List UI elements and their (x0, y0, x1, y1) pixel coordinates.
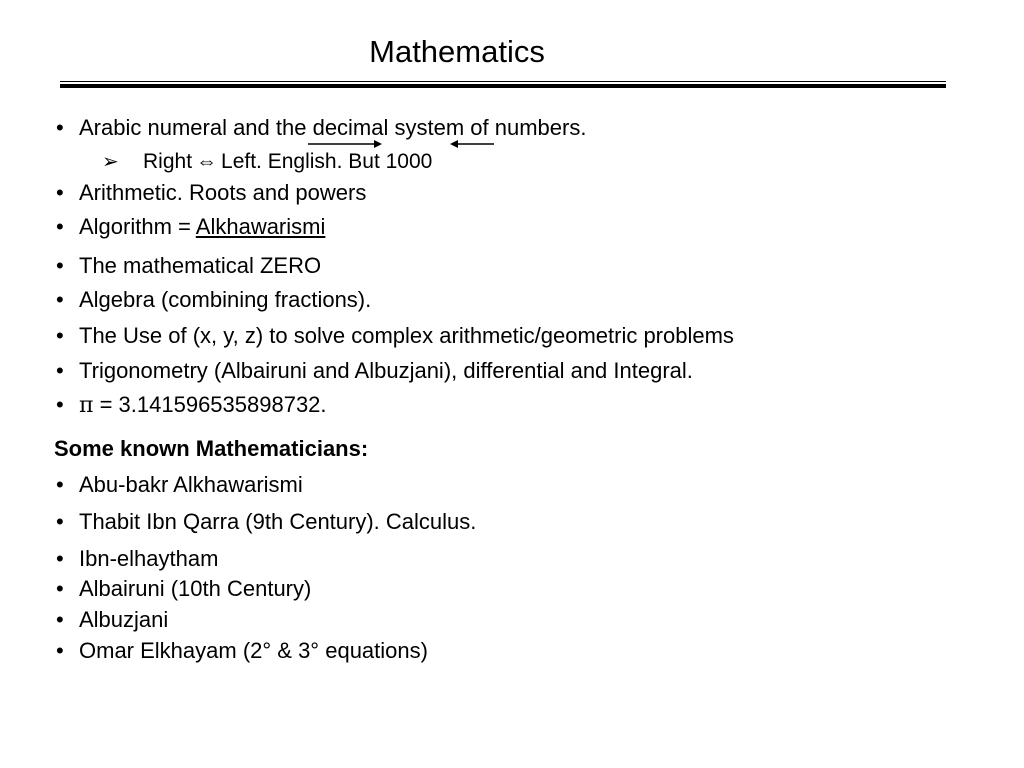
list-item (56, 357, 693, 385)
bullet: • (56, 638, 64, 663)
bullet: • (56, 392, 64, 417)
sub-item-right: Right (143, 150, 193, 173)
list-item (56, 508, 476, 536)
bullet: • (56, 214, 64, 239)
list-item (56, 114, 586, 142)
mathematician-name: Abu-bakr Alkhawarismi (79, 472, 303, 497)
list-item-text: The mathematical ZERO (79, 253, 322, 278)
bullet: • (56, 607, 64, 632)
bullet: • (56, 472, 64, 497)
list-item-text: Algebra (combining fractions). (79, 287, 372, 312)
bullet: • (56, 115, 64, 140)
bullet: • (56, 546, 64, 571)
list-item (56, 606, 168, 634)
list-item (56, 213, 325, 241)
sub-item-rest: Left. English. But 1000 (221, 150, 433, 173)
list-item-text: Algorithm = (79, 214, 196, 239)
list-item (56, 252, 321, 280)
list-item (56, 637, 428, 665)
list-item-text: Arabic numeral and the decimal system of numbers. (79, 115, 587, 140)
bullet: • (56, 180, 64, 205)
mathematician-name: Omar Elkhayam (2° & 3° equations) (79, 638, 428, 663)
mathematician-name: Ibn-elhaytham (79, 546, 219, 571)
bullet: • (56, 323, 64, 348)
mathematicians-heading: Some known Mathematicians: (54, 436, 369, 461)
list-item-text: Arithmetic. Roots and powers (79, 180, 367, 205)
mathematician-name: Thabit Ibn Qarra (9th Century). Calculus. (79, 509, 477, 534)
bullet: • (56, 287, 64, 312)
list-item-text: Trigonometry (Albairuni and Albuzjani), differential and Integral. (79, 358, 693, 383)
bullet: • (56, 576, 64, 601)
list-item (56, 322, 734, 350)
sub-list-item (102, 148, 432, 176)
list-item (56, 391, 327, 420)
list-item (56, 545, 218, 573)
list-item-text: The Use of (x, y, z) to solve complex arithmetic/geometric problems (79, 323, 734, 348)
pi-symbol: π (79, 393, 94, 418)
iff-symbol: ⇔ (196, 150, 218, 173)
alkhawarismi-underlined: Alkhawarismi (195, 214, 326, 239)
list-item (56, 575, 311, 603)
slide-title: Mathematics (369, 34, 545, 69)
pi-value: = 3.141596535898732. (93, 392, 327, 417)
title-divider-thin (60, 81, 946, 82)
mathematician-name: Albairuni (10th Century) (79, 576, 312, 601)
mathematician-name: Albuzjani (79, 607, 169, 632)
list-item (56, 286, 371, 314)
bullet: • (56, 253, 64, 278)
bullet: • (56, 509, 64, 534)
sub-item-marker: ➢ (102, 151, 119, 173)
list-item (56, 471, 303, 499)
title-divider-thick (60, 84, 946, 88)
bullet: • (56, 358, 64, 383)
list-item (56, 179, 366, 207)
